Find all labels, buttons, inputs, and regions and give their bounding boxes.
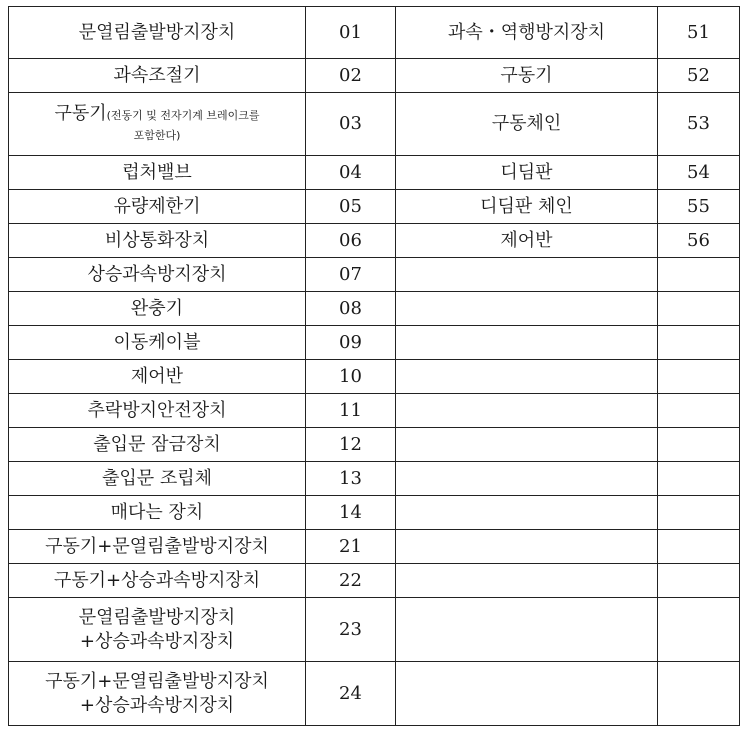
component-code: 14 [306,496,396,530]
table-row [9,394,740,428]
component-name: 이동케이블 [9,326,306,360]
component-code-table [8,6,740,726]
table-row [9,59,740,93]
empty-cell [658,496,740,530]
empty-cell [396,598,658,662]
component-name: 구동체인 [396,93,658,156]
table-row [9,530,740,564]
table-row [9,428,740,462]
component-code: 07 [306,258,396,292]
component-name: 과속・역행방지장치 [396,7,658,59]
table-row [9,224,740,258]
empty-cell [658,326,740,360]
component-name: 디딤판 [396,156,658,190]
empty-cell [658,564,740,598]
component-code: 51 [658,7,740,59]
component-name-continued: +상승과속방지장치 [79,694,235,716]
component-code: 53 [658,93,740,156]
component-name: 구동기+문열림출발방지장치 [45,670,269,692]
component-name-continued: +상승과속방지장치 [79,630,235,652]
component-note: (전동기 및 전자기계 브레이크를 [106,109,260,122]
empty-cell [396,496,658,530]
table-row [9,360,740,394]
table-row [9,462,740,496]
component-name: 구동기 [396,59,658,93]
empty-cell [396,258,658,292]
component-name: 추락방지안전장치 [9,394,306,428]
component-name: 유량제한기 [9,190,306,224]
empty-cell [658,394,740,428]
empty-cell [396,662,658,726]
table-row [9,564,740,598]
component-code: 09 [306,326,396,360]
component-code: 23 [306,598,396,662]
table-row [9,258,740,292]
component-name: 구동기+상승과속방지장치 [9,564,306,598]
table-row [9,156,740,190]
empty-cell [396,564,658,598]
component-code: 04 [306,156,396,190]
table-row [9,93,740,156]
component-name: 매다는 장치 [9,496,306,530]
empty-cell [396,428,658,462]
table-row [9,7,740,59]
component-code: 22 [306,564,396,598]
table-row [9,292,740,326]
component-code: 55 [658,190,740,224]
empty-cell [658,462,740,496]
component-code: 10 [306,360,396,394]
table-row [9,598,740,662]
empty-cell [396,360,658,394]
empty-cell [658,530,740,564]
component-code: 06 [306,224,396,258]
component-code: 54 [658,156,740,190]
component-code: 12 [306,428,396,462]
component-name: 비상통화장치 [9,224,306,258]
table-row [9,662,740,726]
component-name: 디딤판 체인 [396,190,658,224]
empty-cell [396,394,658,428]
component-name: 과속조절기 [9,59,306,93]
component-name: 제어반 [396,224,658,258]
component-code: 24 [306,662,396,726]
empty-cell [396,292,658,326]
component-code: 56 [658,224,740,258]
component-code: 21 [306,530,396,564]
component-name: 출입문 조립체 [9,462,306,496]
component-name: 문열림출발방지장치 [9,7,306,59]
component-code: 11 [306,394,396,428]
component-note-continued: 포함한다) [133,129,181,142]
component-name: 구동기 [54,103,107,124]
component-code: 01 [306,7,396,59]
empty-cell [658,360,740,394]
component-code: 03 [306,93,396,156]
component-code: 05 [306,190,396,224]
empty-cell [658,292,740,326]
component-name: 구동기+문열림출발방지장치 [9,530,306,564]
component-code: 08 [306,292,396,326]
component-name-cell [9,598,306,662]
empty-cell [396,530,658,564]
table-row [9,496,740,530]
component-code: 02 [306,59,396,93]
component-name: 제어반 [9,360,306,394]
component-name: 상승과속방지장치 [9,258,306,292]
component-code: 13 [306,462,396,496]
table-row [9,190,740,224]
empty-cell [658,598,740,662]
empty-cell [658,662,740,726]
component-code: 52 [658,59,740,93]
component-name: 럽처밸브 [9,156,306,190]
empty-cell [658,428,740,462]
component-name-cell [9,93,306,156]
component-name: 문열림출발방지장치 [78,606,236,628]
component-name-cell [9,662,306,726]
empty-cell [396,326,658,360]
empty-cell [658,258,740,292]
empty-cell [396,462,658,496]
table-row [9,326,740,360]
component-name: 완충기 [9,292,306,326]
component-name: 출입문 잠금장치 [9,428,306,462]
